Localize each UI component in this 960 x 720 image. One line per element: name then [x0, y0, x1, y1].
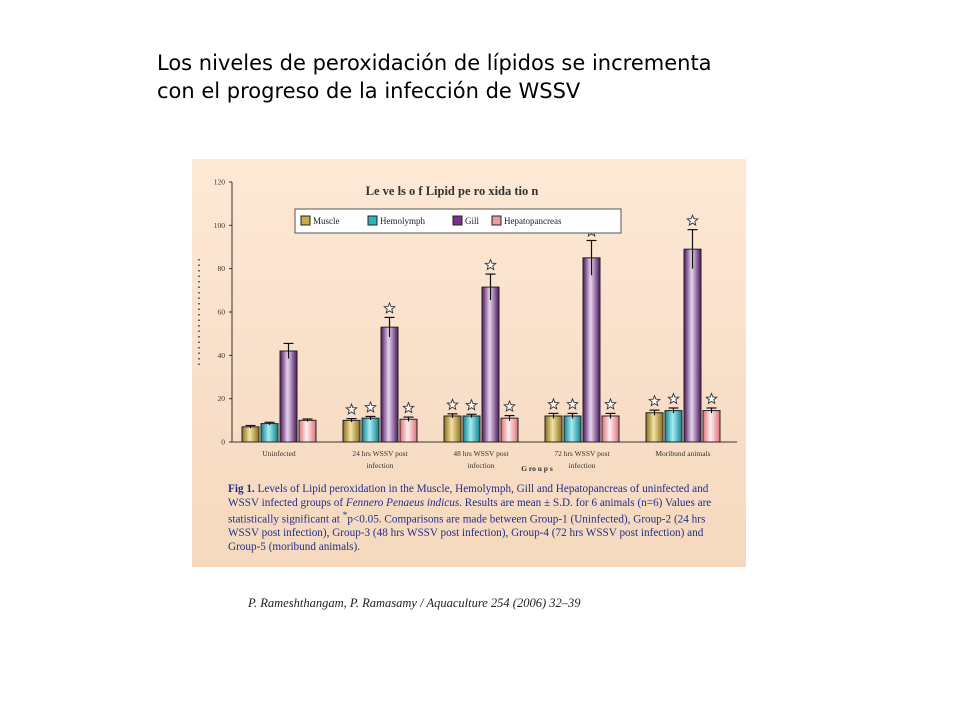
caption-species: Fennero Penaeus indicus: [345, 496, 460, 509]
bar-hemolymph-4: [564, 416, 581, 442]
bar-hepatopancreas-1: [299, 420, 316, 442]
significance-star-icon: [649, 396, 659, 406]
significance-star-icon: [365, 402, 375, 412]
significance-star-icon: [605, 399, 615, 409]
significance-star-icon: [548, 399, 558, 409]
caption-text-2: . Results are mean ± S.D. for 6 animals (n=6) Values are statistically significant at: [228, 496, 712, 526]
significance-star-icon: [384, 303, 394, 313]
caption-text-1: Levels of Lipid peroxidation in the Muscle, Hemolymph, Gill and Hepatopancreas of uninfected and WSSV infected groups of: [228, 483, 709, 509]
significance-star-icon: [687, 215, 697, 225]
legend-label-hemolymph: Hemolymph: [380, 216, 425, 226]
x-category-label: 72 hrs WSSV post: [554, 449, 610, 458]
legend-swatch-hemolymph: [368, 216, 377, 225]
significance-star-icon: [466, 400, 476, 410]
x-category-label: Uninfected: [262, 449, 296, 458]
x-axis-title: G ro u p s: [521, 464, 553, 473]
x-category-label: infection: [366, 461, 394, 470]
x-category-label: infection: [568, 461, 596, 470]
bar-muscle-5: [646, 413, 663, 442]
significance-star-icon: [346, 404, 356, 414]
legend-swatch-gill: [453, 216, 462, 225]
x-category-label: 48 hrs WSSV post: [453, 449, 509, 458]
bar-gill-4: [583, 258, 600, 442]
bar-gill-3: [482, 287, 499, 442]
slide-title-line-2: con el progreso de la infección de WSSV: [157, 79, 581, 103]
significance-star-icon: [567, 399, 577, 409]
legend-label-hepatopancreas: Hepatopancreas: [504, 216, 562, 226]
significance-star-icon: [403, 403, 413, 413]
y-tick-label: 80: [217, 264, 225, 274]
figure-image: [192, 159, 746, 567]
bar-hepatopancreas-2: [400, 419, 417, 442]
significance-star-icon: [706, 393, 716, 403]
legend-swatch-hepatopancreas: [492, 216, 501, 225]
y-tick-label: 100: [213, 220, 225, 230]
x-category-label: Moribund animals: [655, 449, 711, 458]
y-axis-ticks: [214, 178, 232, 447]
bar-gill-5: [684, 249, 701, 442]
figure-caption: [228, 483, 728, 554]
bar-muscle-3: [444, 416, 461, 442]
lipid-peroxidation-chart: [192, 159, 746, 477]
legend-label-muscle: Muscle: [313, 216, 340, 226]
slide-title: [157, 49, 757, 105]
caption-significance-mark: *: [342, 511, 348, 521]
caption-label: Fig 1.: [228, 483, 255, 495]
x-category-label: infection: [467, 461, 495, 470]
x-axis-labels: [262, 449, 710, 470]
y-tick-label: 40: [217, 350, 225, 360]
y-tick-label: 0: [221, 437, 225, 447]
significance-star-icon: [485, 260, 495, 270]
bar-muscle-2: [343, 420, 360, 442]
significance-star-icon: [668, 393, 678, 403]
bar-hemolymph-2: [362, 418, 379, 442]
bar-muscle-1: [242, 427, 259, 442]
bar-hemolymph-1: [261, 424, 278, 442]
caption-text-3: p<0.05. Comparisons are made between Group-1 (Uninfected), Group-2 (24 hrs WSSV post infection), Group-3 (48 hrs WSSV post infection), Group-4 (72 hrs WSSV post infection) and Group-5 (moribund animals).: [228, 513, 706, 553]
y-tick-label: 20: [217, 394, 225, 404]
bar-hepatopancreas-3: [501, 418, 518, 442]
significance-star-icon: [447, 399, 457, 409]
legend-swatch-muscle: [301, 216, 310, 225]
significance-star-icon: [504, 401, 514, 411]
chart-title: Le ve ls o f Lipid pe ro xida tio n: [365, 184, 539, 198]
y-tick-label: 120: [213, 177, 225, 187]
bar-gill-1: [280, 351, 297, 442]
bars-layer: [242, 215, 720, 442]
bar-hepatopancreas-4: [602, 416, 619, 442]
bar-hepatopancreas-5: [703, 411, 720, 442]
chart-legend: [295, 209, 621, 233]
slide-title-line-1: Los niveles de peroxidación de lípidos se incrementa: [157, 51, 712, 75]
bar-muscle-4: [545, 416, 562, 442]
bar-gill-2: [381, 327, 398, 442]
legend-label-gill: Gill: [465, 216, 480, 226]
x-category-label: 24 hrs WSSV post: [352, 449, 408, 458]
y-tick-label: 60: [217, 307, 225, 317]
citation: P. Rameshthangam, P. Ramasamy / Aquaculture 254 (2006) 32–39: [248, 596, 581, 610]
bar-hemolymph-5: [665, 411, 682, 442]
bar-hemolymph-3: [463, 416, 480, 442]
